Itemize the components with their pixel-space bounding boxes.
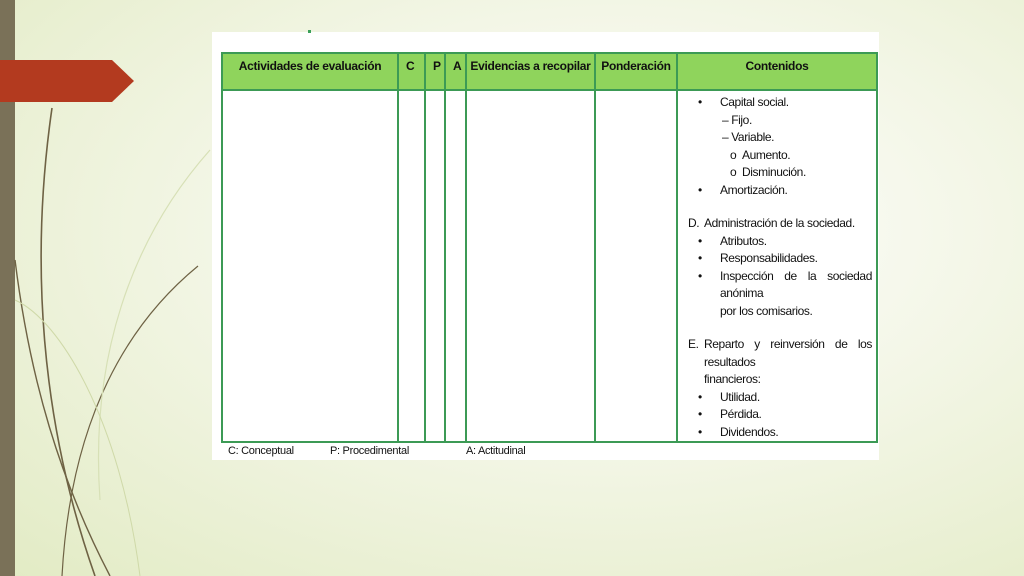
item-perdida: Pérdida. [720, 407, 762, 421]
list-item [684, 424, 872, 442]
item-amortizacion: Amortización. [720, 182, 788, 197]
section-e-title-line2: financieros: [704, 372, 761, 386]
cell-evidencias [466, 90, 595, 442]
section-d-letter: D. [688, 216, 700, 230]
circle-bullet-icon: o [730, 147, 737, 162]
legend-conceptual: C: Conceptual [228, 445, 294, 457]
table-body-row [222, 90, 877, 442]
item-inspeccion-line2: por los comisarios. [720, 303, 813, 318]
header-a: A [445, 53, 466, 90]
section-d-title: Administración de la sociedad. [704, 216, 855, 230]
bullet-icon: • [698, 233, 702, 248]
bullet-icon: • [698, 389, 702, 404]
item-inspeccion-line1: Inspección de la sociedad anónima [720, 268, 872, 300]
cell-actividades [222, 90, 398, 442]
list-item [684, 147, 872, 165]
header-actividades: Actividades de evaluación [222, 53, 398, 90]
cell-contenidos [677, 90, 877, 442]
item-aumento: Aumento. [742, 147, 791, 162]
cell-c [398, 90, 425, 442]
section-e-letter: E. [688, 337, 699, 351]
item-responsabilidades: Responsabilidades. [720, 251, 818, 265]
list-item [684, 389, 872, 407]
item-atributos: Atributos. [720, 233, 767, 248]
item-dividendos: Dividendos. [720, 424, 779, 439]
contents-list [678, 91, 876, 441]
document-tick [308, 30, 311, 33]
table-header-row [222, 53, 877, 90]
item-disminucion: Disminución. [742, 165, 806, 179]
circle-bullet-icon: o [730, 165, 737, 179]
legend-procedimental: P: Procedimental [330, 445, 409, 457]
list-item [684, 233, 872, 251]
header-c: C [398, 53, 425, 90]
cell-ponderacion [595, 90, 677, 442]
red-arrow-marker [0, 60, 134, 102]
list-item [684, 94, 872, 112]
bullet-icon: • [698, 251, 702, 265]
document-image [212, 32, 879, 460]
bullet-icon: • [698, 424, 702, 439]
bullet-icon: • [698, 407, 702, 421]
section-e-title-line1: Reparto y reinversión de los resultados [704, 337, 872, 369]
item-variable: – Variable. [722, 130, 775, 144]
list-item [684, 182, 872, 200]
header-evidencias: Evidencias a recopilar [466, 53, 595, 90]
item-fijo: – Fijo. [722, 112, 752, 127]
section-e [684, 336, 872, 389]
bullet-icon: • [698, 182, 702, 197]
bullet-icon: • [698, 95, 702, 109]
list-item [684, 406, 872, 424]
section-d [684, 215, 872, 233]
header-ponderacion: Ponderación [595, 53, 677, 90]
bullet-icon: • [698, 268, 702, 283]
item-capital-social: Capital social. [720, 95, 789, 109]
header-contenidos: Contenidos [677, 53, 877, 90]
evaluation-table [221, 52, 878, 443]
list-item [684, 250, 872, 268]
legend-actitudinal: A: Actitudinal [466, 445, 526, 457]
list-item [684, 268, 872, 321]
item-utilidad: Utilidad. [720, 389, 760, 404]
cell-p [425, 90, 445, 442]
cell-a [445, 90, 466, 442]
list-item [684, 164, 872, 182]
header-p: P [425, 53, 445, 90]
